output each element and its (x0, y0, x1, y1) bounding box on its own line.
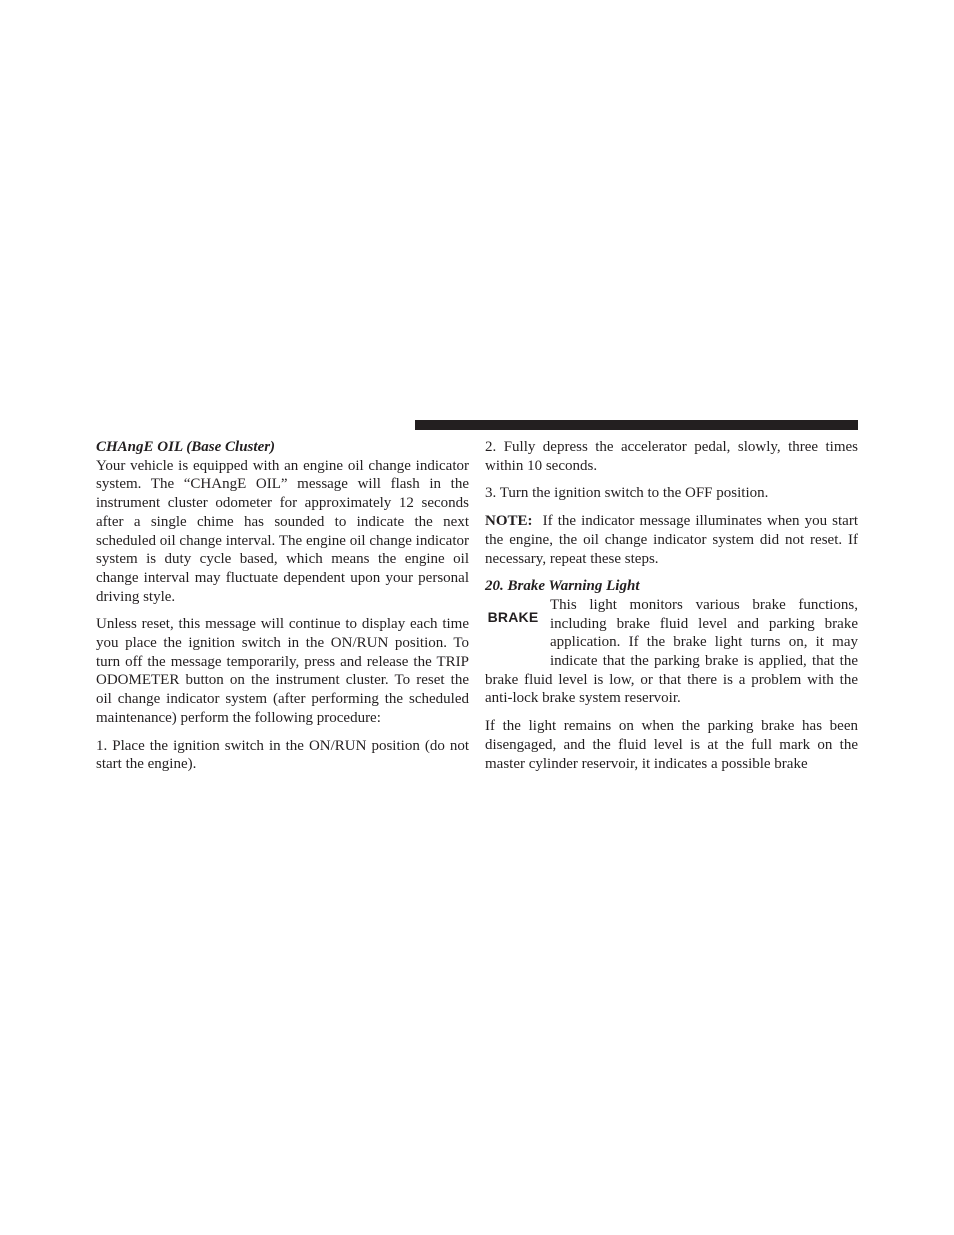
step-2: 2. Fully depress the accelerator pedal, slowly, three times within 10 seconds. (485, 439, 858, 474)
step-1: 1. Place the ignition switch in the ON/RUN position (do not start the engine). (96, 737, 469, 773)
brake-paragraph-2: If the light remains on when the parking brake has been disengaged, and the fluid level is at the full mark on the master cylinder reservoir, it indicates a possible brake (485, 718, 858, 772)
note-text: If the indicator message illuminates when you start the engine, the oil change indicator system did not reset. If necessary, repeat these steps. (485, 513, 858, 567)
right-column (485, 438, 858, 773)
reset-paragraph: Unless reset, this message will continue to display each time you place the ignition switch in the ON/RUN position. To turn off the message temporarily, press and release the TRIP ODOMETER button on the instrument cluster. To reset the oil change indicator system (after performing the scheduled maintenance) perform the following procedure: (96, 616, 469, 726)
brake-warning-heading: 20. Brake Warning Light (485, 578, 640, 595)
step-3: 3. Turn the ignition switch to the OFF position. (485, 485, 769, 502)
change-oil-paragraph: Your vehicle is equipped with an engine oil change indicator system. The “CHAngE OIL” message will flash in the instrument cluster odometer for approximately 12 seconds after a single chime has sounded to indicate the next scheduled oil change interval. The engine oil change indicator system is duty cycle based, which means the engine oil change interval may fluctuate dependent upon your personal driving style. (96, 457, 469, 605)
brake-warning-icon: BRAKE (487, 608, 539, 625)
note-paragraph (485, 512, 858, 568)
note-label: NOTE: (485, 513, 533, 530)
change-oil-heading: CHAngE OIL (Base Cluster) (96, 439, 276, 455)
left-column (96, 438, 469, 774)
brake-paragraph (485, 596, 858, 708)
section-header-bar (415, 420, 858, 430)
brake-paragraph-text: This light monitors various brake functions, including brake fluid level and parking brake application. If the brake light turns on, it may indicate that the parking brake is applied, that the brake fluid level is low, or that there is a problem with the anti-lock brake system reservoir. (485, 596, 858, 707)
